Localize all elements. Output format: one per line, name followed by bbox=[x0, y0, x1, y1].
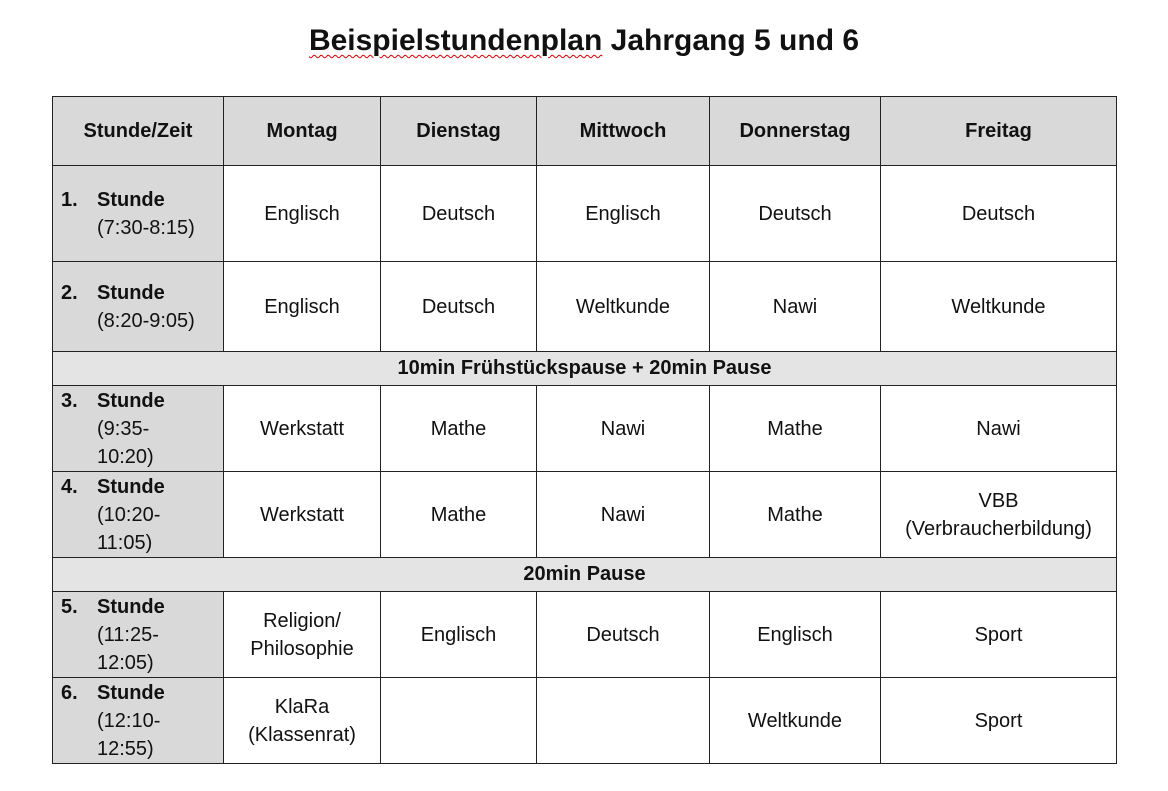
subject-text: Mathe bbox=[430, 417, 487, 440]
period-label: Stunde bbox=[97, 281, 165, 304]
title-misspelled-word: Beispielstundenplan bbox=[308, 24, 603, 57]
subject-text: Weltkunde bbox=[951, 295, 1046, 318]
subject-text: (Klassenrat) bbox=[248, 723, 356, 746]
period-number: 4. bbox=[61, 475, 78, 498]
subject-cell bbox=[881, 166, 1117, 262]
subject-text: Englisch bbox=[585, 202, 661, 225]
subject-text: Deutsch bbox=[421, 295, 496, 318]
period-time: (12:10- bbox=[97, 709, 161, 732]
subject-text: Nawi bbox=[772, 295, 818, 318]
title-rest: Jahrgang 5 und 6 bbox=[602, 24, 860, 57]
period-cell bbox=[53, 166, 224, 262]
period-time: (7:30-8:15) bbox=[97, 216, 195, 239]
subject-cell bbox=[881, 262, 1117, 352]
subject-text: Werkstatt bbox=[259, 417, 345, 440]
subject-cell bbox=[381, 386, 537, 472]
subject-text: Nawi bbox=[600, 417, 646, 440]
subject-cell bbox=[537, 386, 710, 472]
period-time: (11:25- bbox=[97, 623, 159, 646]
subject-cell bbox=[381, 592, 537, 678]
subject-cell bbox=[710, 166, 881, 262]
pause-row bbox=[53, 558, 1117, 592]
subject-text: Englisch bbox=[420, 623, 497, 646]
subject-cell bbox=[710, 592, 881, 678]
header-day-thursday: Donnerstag bbox=[710, 97, 881, 166]
subject-cell bbox=[881, 386, 1117, 472]
header-day-wednesday: Mittwoch bbox=[537, 97, 710, 166]
period-cell bbox=[53, 678, 224, 764]
subject-cell bbox=[710, 262, 881, 352]
period-cell bbox=[53, 472, 224, 558]
period-number: 5. bbox=[61, 595, 78, 618]
subject-text: Sport bbox=[974, 709, 1023, 732]
subject-text: Englisch bbox=[757, 623, 833, 646]
table-row bbox=[53, 678, 1117, 764]
subject-cell bbox=[537, 262, 710, 352]
subject-cell bbox=[381, 472, 537, 558]
subject-text: VBB bbox=[978, 489, 1019, 512]
period-time: 10:20) bbox=[97, 445, 154, 468]
timetable bbox=[52, 96, 1117, 764]
table-row bbox=[53, 386, 1117, 472]
period-cell bbox=[53, 262, 224, 352]
subject-text: Deutsch bbox=[758, 202, 832, 225]
subject-cell bbox=[224, 472, 381, 558]
table-row bbox=[53, 166, 1117, 262]
subject-text: Englisch bbox=[264, 202, 340, 225]
table-row bbox=[53, 592, 1117, 678]
period-label: Stunde bbox=[97, 389, 165, 412]
subject-text: KlaRa bbox=[274, 695, 330, 718]
subject-cell bbox=[224, 592, 381, 678]
subject-text: Philosophie bbox=[250, 637, 354, 660]
pause-label: 20min Pause bbox=[53, 558, 1117, 592]
subject-text: Deutsch bbox=[961, 202, 1036, 225]
period-number: 6. bbox=[61, 681, 78, 704]
subject-cell bbox=[537, 166, 710, 262]
period-time: 12:05) bbox=[97, 651, 154, 674]
subject-text: Mathe bbox=[767, 503, 823, 526]
subject-text: Nawi bbox=[976, 417, 1021, 440]
subject-cell bbox=[881, 472, 1117, 558]
subject-cell bbox=[224, 678, 381, 764]
subject-text: Nawi bbox=[600, 503, 646, 526]
pause-row bbox=[53, 352, 1117, 386]
subject-cell bbox=[710, 472, 881, 558]
subject-cell-empty bbox=[537, 678, 710, 764]
period-time: (10:20- bbox=[97, 503, 161, 526]
header-day-tuesday: Dienstag bbox=[381, 97, 537, 166]
subject-cell bbox=[224, 386, 381, 472]
subject-text: Deutsch bbox=[421, 202, 496, 225]
subject-cell bbox=[710, 386, 881, 472]
subject-cell-empty bbox=[381, 678, 537, 764]
subject-text: Sport bbox=[974, 623, 1023, 646]
period-label: Stunde bbox=[97, 595, 165, 618]
header-time: Stunde/Zeit bbox=[53, 97, 224, 166]
subject-text: Werkstatt bbox=[259, 503, 345, 526]
header-row bbox=[53, 97, 1117, 166]
header-day-friday: Freitag bbox=[881, 97, 1117, 166]
subject-text: Religion/ bbox=[263, 609, 341, 632]
subject-text: Weltkunde bbox=[747, 709, 843, 732]
period-number: 3. bbox=[61, 389, 78, 412]
subject-cell bbox=[881, 678, 1117, 764]
subject-text: Deutsch bbox=[586, 623, 660, 646]
period-label: Stunde bbox=[97, 681, 165, 704]
period-time: 12:55) bbox=[97, 737, 154, 760]
period-number: 2. bbox=[61, 281, 78, 304]
subject-cell bbox=[537, 592, 710, 678]
pause-label: 10min Frühstückspause + 20min Pause bbox=[53, 352, 1117, 386]
period-time: (8:20-9:05) bbox=[97, 309, 195, 332]
header-day-monday: Montag bbox=[224, 97, 381, 166]
subject-cell bbox=[381, 262, 537, 352]
subject-text: (Verbraucherbildung) bbox=[905, 517, 1092, 540]
subject-text: Englisch bbox=[264, 295, 340, 318]
period-cell bbox=[53, 592, 224, 678]
subject-cell bbox=[381, 166, 537, 262]
subject-cell bbox=[537, 472, 710, 558]
subject-text: Mathe bbox=[430, 503, 487, 526]
subject-cell bbox=[224, 262, 381, 352]
subject-text: Mathe bbox=[767, 417, 823, 440]
period-time: 11:05) bbox=[97, 531, 153, 554]
period-cell bbox=[53, 386, 224, 472]
period-time: (9:35- bbox=[97, 417, 150, 440]
table-row bbox=[53, 472, 1117, 558]
subject-cell bbox=[224, 166, 381, 262]
document-title bbox=[0, 22, 1168, 60]
subject-cell bbox=[881, 592, 1117, 678]
period-label: Stunde bbox=[97, 188, 165, 211]
period-label: Stunde bbox=[97, 475, 165, 498]
period-number: 1. bbox=[61, 188, 78, 211]
table-row bbox=[53, 262, 1117, 352]
subject-cell bbox=[710, 678, 881, 764]
subject-text: Weltkunde bbox=[575, 295, 671, 318]
